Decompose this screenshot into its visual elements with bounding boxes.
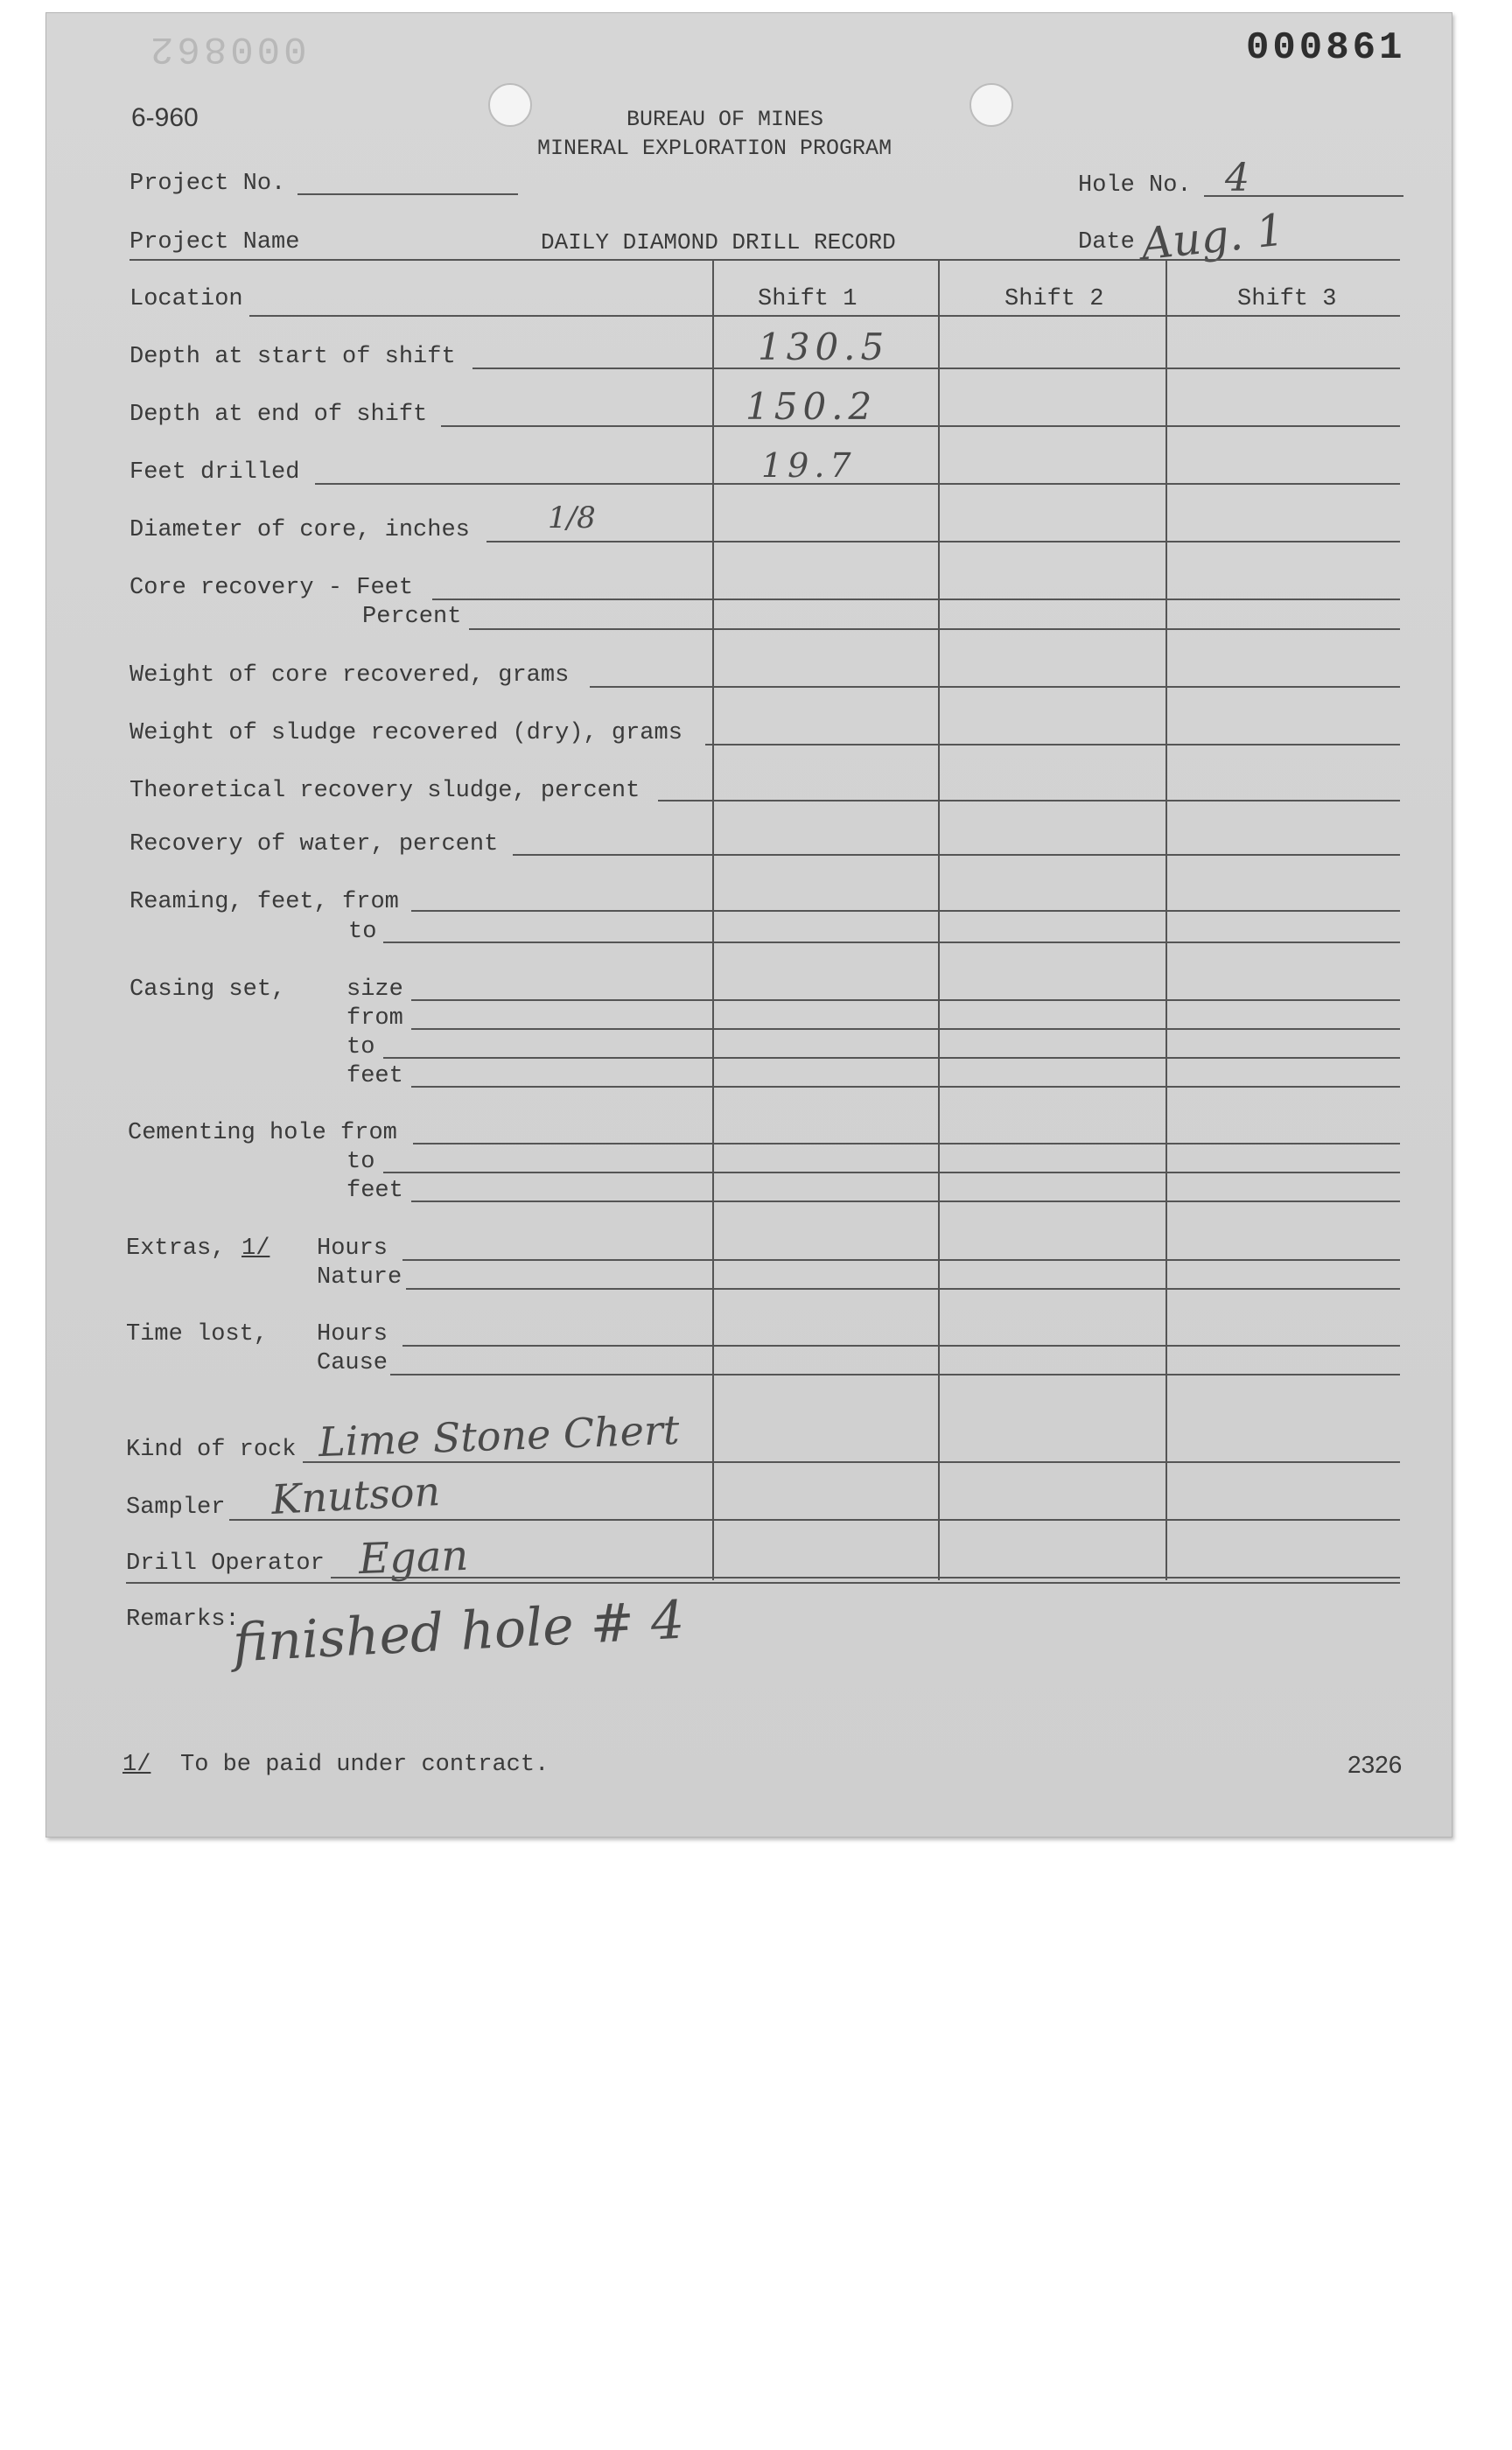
row-label-water-recovery: Recovery of water, percent (130, 831, 499, 858)
footnote-ref: 1/ (122, 1752, 151, 1778)
value-depth-end-shift-1: 150.2 (746, 385, 878, 428)
value-drill-operator: Egan (358, 1530, 470, 1585)
row-label-extras-hours: Hours (317, 1236, 388, 1262)
row-label-depth-start: Depth at start of shift (130, 344, 456, 370)
table-bottom-rule (126, 1582, 1400, 1584)
row-line-reaming-from (411, 910, 1400, 912)
stamp-top-left: 000862 (147, 26, 307, 70)
row-label-time-lost-cause: Cause (317, 1350, 388, 1376)
row-line-weight-sludge (705, 744, 1400, 746)
row-line-weight-core (590, 686, 1400, 688)
row-label-core-recovery-feet: Core recovery - Feet (130, 575, 414, 601)
program-title: MINERAL EXPLORATION PROGRAM (537, 136, 892, 161)
column-header-shift-1: Shift 1 (758, 286, 858, 312)
row-label-core-recovery-percent: Percent (362, 604, 462, 630)
value-kind-of-rock: Lime Stone Chert (318, 1405, 681, 1466)
row-line-time-lost-hours (402, 1345, 1400, 1347)
row-label-time-lost-hours: Hours (317, 1321, 388, 1348)
stamp-top-right: 000861 (1246, 26, 1406, 70)
row-label-extras: Extras, (126, 1236, 226, 1262)
row-line-casing-feet (411, 1086, 1400, 1088)
row-line-core-recovery-percent (469, 628, 1400, 630)
row-label-sampler: Sampler (126, 1494, 226, 1521)
row-line-depth-end (441, 425, 1400, 427)
grid-line-1 (712, 261, 714, 1580)
row-label-cementing-feet: feet (346, 1178, 403, 1204)
hole-no-field[interactable] (1204, 195, 1404, 197)
value-diameter: 1/8 (548, 500, 596, 536)
row-label-cementing-to: to (346, 1149, 375, 1175)
project-no-label: Project No. (130, 171, 286, 197)
row-line-extras-nature (406, 1288, 1400, 1290)
row-label-kind-of-rock: Kind of rock (126, 1437, 297, 1463)
row-line-cementing-from (413, 1143, 1400, 1144)
row-line-casing-from (411, 1028, 1400, 1030)
row-label-casing-feet: feet (346, 1063, 403, 1089)
page-number: 2326 (1348, 1751, 1403, 1778)
remarks-label: Remarks: (126, 1606, 240, 1633)
row-label-cementing-from: Cementing hole from (128, 1120, 397, 1146)
row-line-diameter (486, 541, 1400, 542)
column-header-shift-3: Shift 3 (1237, 286, 1337, 312)
value-feet-drilled-shift-1: 19.7 (761, 446, 857, 485)
row-label-weight-sludge: Weight of sludge recovered (dry), grams (130, 720, 682, 746)
row-label-feet-drilled: Feet drilled (130, 459, 300, 486)
grid-line-3 (1166, 261, 1167, 1580)
row-label-reaming-from: Reaming, feet, from (130, 889, 399, 915)
row-label-extras-nature: Nature (317, 1264, 402, 1291)
row-line-cementing-to (383, 1172, 1400, 1173)
row-line-reaming-to (383, 942, 1400, 943)
row-label-depth-end: Depth at end of shift (130, 402, 428, 428)
hole-no-value: 4 (1225, 156, 1250, 200)
row-label-casing-set: Casing set, (130, 976, 286, 1003)
row-label-theoretical-sludge: Theoretical recovery sludge, percent (130, 778, 640, 804)
row-line-cementing-feet (411, 1200, 1400, 1202)
row-line-kind-of-rock (303, 1461, 1400, 1463)
footnote-text: To be paid under contract. (180, 1752, 550, 1778)
row-line-location (249, 315, 1400, 317)
row-label-reaming-to: to (348, 919, 377, 945)
row-label-casing-size: size (346, 976, 403, 1003)
blank-margin (0, 1860, 1512, 2450)
row-label-drill-operator: Drill Operator (126, 1550, 325, 1577)
row-label-time-lost: Time lost, (126, 1321, 269, 1348)
project-name-label: Project Name (130, 229, 300, 256)
row-line-depth-start (472, 368, 1400, 369)
project-no-field[interactable] (298, 193, 518, 195)
column-header-shift-2: Shift 2 (1004, 286, 1104, 312)
row-line-time-lost-cause (390, 1374, 1400, 1376)
punch-hole-right (970, 83, 1013, 127)
date-label: Date (1078, 229, 1135, 256)
extras-footnote-ref: 1/ (242, 1236, 270, 1262)
row-line-core-recovery-feet (432, 598, 1400, 600)
row-line-drill-operator (331, 1577, 1400, 1578)
hole-no-label: Hole No. (1078, 172, 1192, 199)
header-rule (130, 259, 1400, 261)
grid-line-2 (938, 261, 940, 1580)
agency-title: BUREAU OF MINES (626, 107, 824, 132)
row-line-casing-size (411, 999, 1400, 1001)
row-line-extras-hours (402, 1259, 1400, 1261)
row-label-weight-core: Weight of core recovered, grams (130, 662, 570, 689)
form-id: 6-960 (131, 103, 199, 132)
punch-hole-left (488, 83, 532, 127)
value-sampler: Knutson (270, 1466, 442, 1524)
row-line-theoretical-sludge (658, 800, 1400, 802)
row-label-location: Location (130, 286, 243, 312)
value-remarks: finished hole # 4 (231, 1589, 686, 1675)
row-line-feet-drilled (315, 483, 1400, 485)
row-line-water-recovery (513, 854, 1400, 856)
row-label-casing-to: to (346, 1034, 375, 1060)
row-line-sampler (229, 1519, 1400, 1521)
value-depth-start-shift-1: 130.5 (758, 326, 890, 368)
row-label-diameter: Diameter of core, inches (130, 517, 470, 543)
row-line-casing-to (383, 1057, 1400, 1059)
row-label-casing-from: from (346, 1005, 403, 1032)
date-value: Aug. 1 (1138, 204, 1287, 270)
record-title: DAILY DIAMOND DRILL RECORD (541, 229, 896, 256)
